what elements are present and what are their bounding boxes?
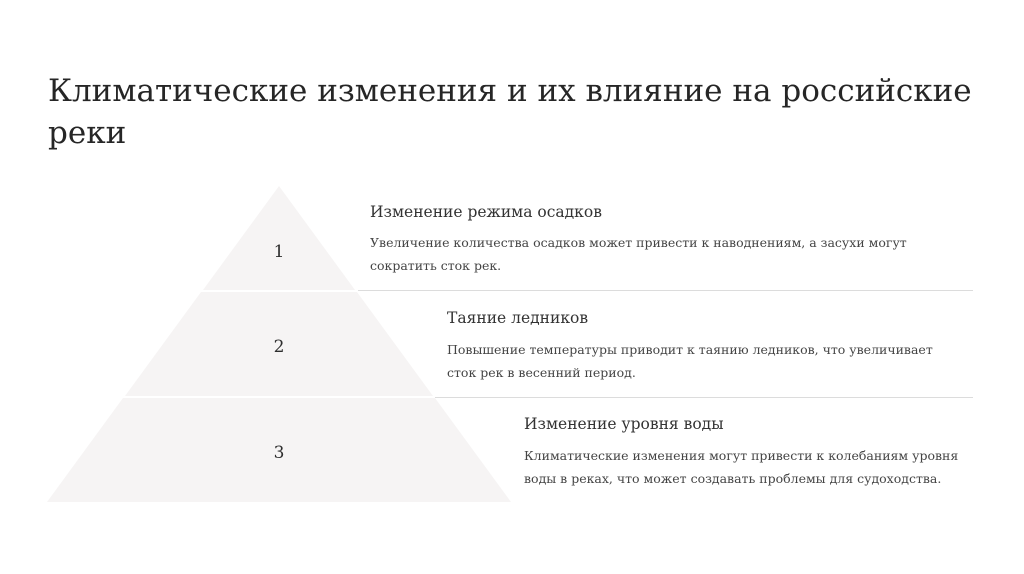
- level-1-heading: Изменение режима осадков: [370, 203, 602, 221]
- level-3-heading: Изменение уровня воды: [524, 415, 724, 433]
- level-2-description: Повышение температуры приводит к таянию ледников, что увеличивает сток рек в весенний период.: [447, 342, 933, 380]
- level-1-description: Увеличение количества осадков может привести к наводнениям, а засухи могут сократить сток рек.: [370, 235, 907, 273]
- level-3-number: 3: [273, 443, 285, 463]
- level-2-heading: Таяние ледников: [447, 309, 589, 327]
- level-3-description: Климатические изменения могут привести к колебаниям уровня воды в реках, что может создавать проблемы для судоходства.: [524, 448, 959, 486]
- level-2-divider: [435, 397, 973, 398]
- slide-title: Климатические изменения и их влияние на российские реки: [48, 73, 972, 151]
- level-1-divider: [358, 290, 973, 291]
- pyramid-level-1-shape: [203, 186, 355, 290]
- level-2-number: 2: [273, 337, 285, 357]
- level-1-number: 1: [273, 242, 285, 262]
